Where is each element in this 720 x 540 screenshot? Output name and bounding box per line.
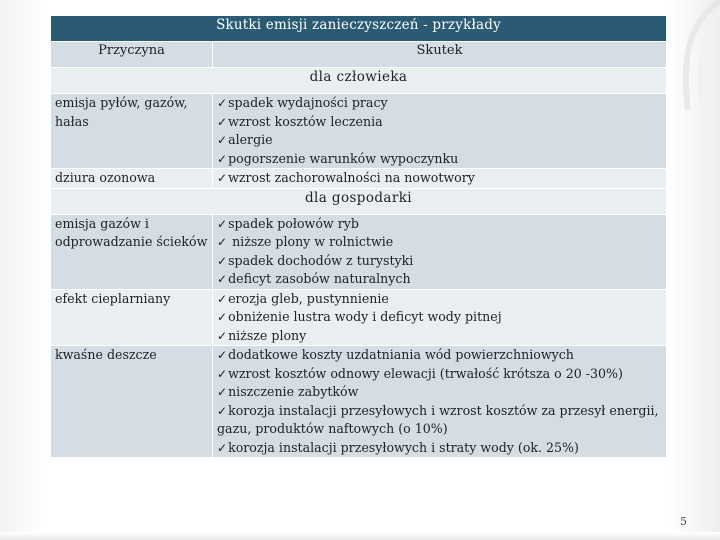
cause-cell: dziura ozonowa: [51, 169, 213, 189]
checkmark-icon: ✓: [217, 328, 228, 343]
checkmark-icon: ✓: [217, 253, 228, 268]
checkmark-icon: ✓: [217, 272, 228, 286]
effect-item: [217, 215, 662, 234]
checkmark-icon: ✓: [217, 96, 228, 110]
checkmark-icon: ✓: [217, 310, 228, 324]
effect-item: [217, 365, 662, 384]
checkmark-icon: ✓: [217, 133, 228, 147]
effect-text: korozja instalacji przesyłowych i straty wody (ok. 25%): [228, 439, 579, 455]
checkmark-icon: ✓: [217, 216, 228, 231]
header-cause: Przyczyna: [51, 42, 213, 68]
effect-item: [217, 169, 662, 188]
effect-text: niższe plony: [228, 327, 307, 343]
effect-text: alergie: [228, 132, 273, 147]
effect-cell: [213, 214, 667, 289]
effect-item: [217, 439, 662, 458]
effect-text: erozja gleb, pustynnienie: [228, 290, 389, 306]
effect-item: [217, 233, 662, 252]
effect-item: [217, 150, 662, 169]
section-label: dla człowieka: [51, 68, 667, 94]
effect-text: niszczenie zabytków: [228, 384, 359, 399]
effect-text: spadek dochodów z turystyki: [228, 252, 414, 268]
section-row: [51, 68, 667, 94]
checkmark-icon: ✓: [217, 385, 228, 399]
effect-item: [217, 270, 662, 289]
page-number: 5: [680, 515, 687, 528]
table-row: [51, 346, 667, 458]
section-row: [51, 188, 667, 214]
effect-cell: [213, 94, 667, 169]
checkmark-icon: ✓: [217, 348, 228, 362]
effect-item: [217, 346, 662, 365]
effect-text: wzrost kosztów odnowy elewacji (trwałość krótsza o 20 -30%): [228, 365, 623, 381]
effect-cell: [213, 289, 667, 346]
table-row: [51, 289, 667, 346]
effect-text: niższe plony w rolnictwie: [228, 234, 394, 249]
effect-item: [217, 113, 662, 132]
cause-cell: kwaśne deszcze: [51, 346, 213, 458]
effect-text: spadek wydajności pracy: [228, 95, 388, 110]
checkmark-icon: ✓: [217, 366, 228, 381]
checkmark-icon: ✓: [217, 403, 228, 418]
effect-item: [217, 290, 662, 309]
section-label: dla gospodarki: [51, 188, 667, 214]
effect-text: wzrost kosztów leczenia: [228, 113, 383, 129]
background-bottom-gradient: [0, 532, 720, 540]
table-title: Skutki emisji zanieczyszczeń - przykłady: [51, 16, 667, 42]
effect-text: dodatkowe koszty uzdatniania wód powierzchniowych: [228, 347, 574, 362]
checkmark-icon: ✓: [217, 151, 228, 166]
checkmark-icon: ✓: [217, 235, 228, 249]
effect-item: [217, 402, 662, 439]
checkmark-icon: ✓: [217, 171, 228, 185]
effect-cell: [213, 346, 667, 458]
checkmark-icon: ✓: [217, 440, 228, 455]
effect-item: [217, 94, 662, 113]
effects-table: [50, 15, 667, 458]
checkmark-icon: ✓: [217, 114, 228, 129]
effect-text: obniżenie lustra wody i deficyt wody pitnej: [228, 309, 502, 324]
effect-item: [217, 131, 662, 150]
table-row: [51, 94, 667, 169]
effect-text: deficyt zasobów naturalnych: [228, 271, 411, 286]
checkmark-icon: ✓: [217, 291, 228, 306]
effect-item: [217, 383, 662, 402]
background-left-gradient: [0, 0, 44, 540]
effect-cell: [213, 169, 667, 189]
effect-item: [217, 308, 662, 327]
cause-cell: efekt cieplarniany: [51, 289, 213, 346]
effect-item: [217, 327, 662, 346]
effect-text: wzrost zachorowalności na nowotwory: [228, 170, 475, 185]
header-effect: Skutek: [213, 42, 667, 68]
table-body: [51, 68, 667, 458]
cause-cell: emisja pyłów, gazów, hałas: [51, 94, 213, 169]
effect-text: spadek połowów ryb: [228, 215, 359, 231]
effect-text: pogorszenie warunków wypoczynku: [228, 150, 459, 166]
effect-item: [217, 252, 662, 271]
table-row: [51, 169, 667, 189]
table-row: [51, 214, 667, 289]
title-row: [51, 16, 667, 42]
cause-cell: emisja gazów i odprowadzanie ścieków: [51, 214, 213, 289]
effect-text: korozja instalacji przesyłowych i wzrost kosztów za przesył energii, gazu, produktów naftowych (o 10%): [217, 402, 659, 436]
header-row: [51, 42, 667, 68]
